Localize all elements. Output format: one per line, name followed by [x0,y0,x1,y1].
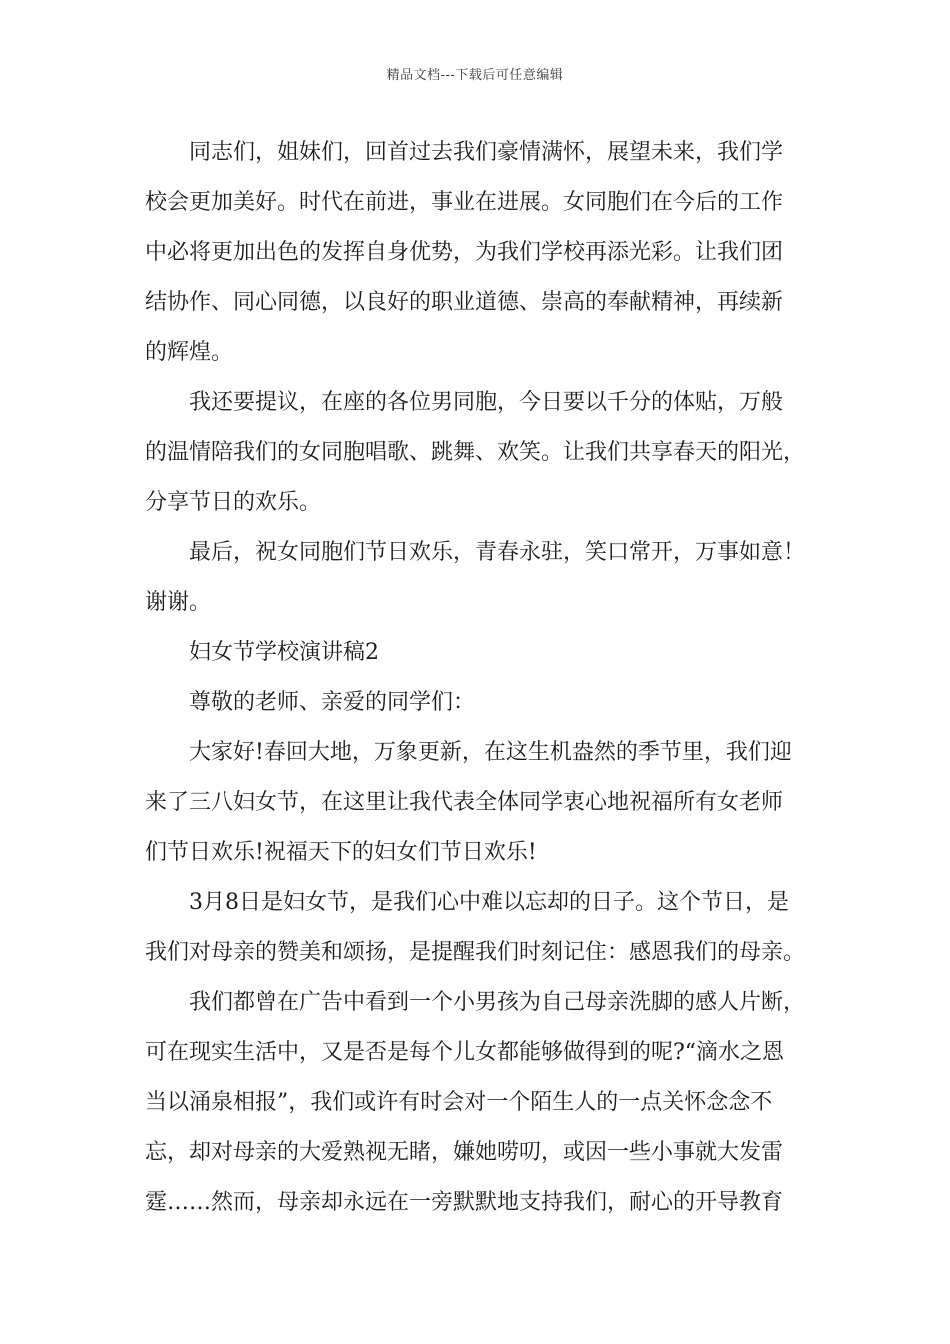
paragraph [145,728,810,878]
text-line: 霆……然而，母亲却永远在一旁默默地支持我们，耐心的开导教育 [145,1190,784,1215]
paragraph [145,878,810,978]
section-title [145,628,810,678]
salutation [145,678,810,728]
text-line: 的温情陪我们的女同胞唱歌、跳舞、欢笑。让我们共享春天的阳光， [145,440,806,465]
text-line: 结协作、同心同德，以良好的职业道德、崇高的奉献精神，再续新 [145,290,784,315]
text-line: 们节日欢乐!祝福天下的妇女们节日欢乐! [145,840,537,865]
text-line: 尊敬的老师、亲爱的同学们： [189,690,476,715]
text-line: 大家好!春回大地，万象更新，在这生机盎然的季节里，我们迎 [189,740,792,765]
text-line: 我们都曾在广告中看到一个小男孩为自己母亲洗脚的感人片断， [189,990,806,1015]
text-line: 3月8日是妇女节，是我们心中难以忘却的日子。这个节日，是 [189,890,789,915]
text-line: 分享节日的欢乐。 [145,490,322,515]
document-body [145,128,810,1228]
paragraph [145,528,810,628]
paragraph [145,978,810,1228]
paragraph [145,378,810,528]
paragraph [145,128,810,378]
text-line: 的辉煌。 [145,340,234,365]
text-line: 我还要提议，在座的各位男同胞，今日要以千分的体贴，万般 [189,390,784,415]
text-line: 校会更加美好。时代在前进，事业在进展。女同胞们在今后的工作 [145,190,784,215]
text-line: 我们对母亲的赞美和颂扬，是提醒我们时刻记住：感恩我们的母亲。 [145,940,806,965]
text-line: 可在现实生活中，又是否是每个儿女都能够做得到的呢?“滴水之恩 [145,1040,785,1065]
text-line: 最后，祝女同胞们节日欢乐，青春永驻，笑口常开，万事如意！ [189,540,806,565]
text-line: 同志们，姐妹们，回首过去我们豪情满怀，展望未来，我们学 [189,140,784,165]
page-header: 精品文档---下载后可任意编辑 [386,68,564,83]
text-line: 来了三八妇女节，在这里让我代表全体同学衷心地祝福所有女老师 [145,790,784,815]
text-line: 当以涌泉相报”，我们或许有时会对一个陌生人的一点关怀念念不 [145,1090,773,1115]
text-line: 谢谢。 [145,590,212,615]
text-line: 妇女节学校演讲稿2 [189,640,379,665]
text-line: 忘，却对母亲的大爱熟视无睹，嫌她唠叨，或因一些小事就大发雷 [145,1140,784,1165]
text-line: 中必将更加出色的发挥自身优势，为我们学校再添光彩。让我们团 [145,240,784,265]
